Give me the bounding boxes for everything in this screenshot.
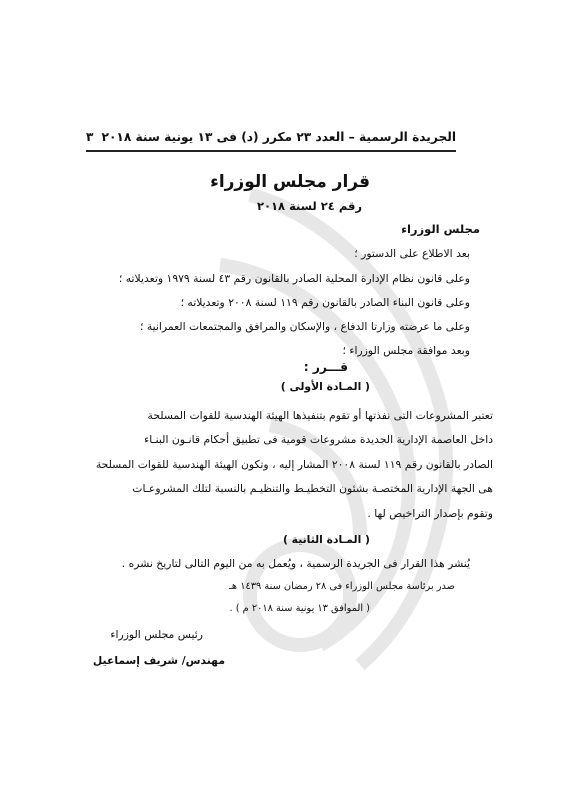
article-1-line: هى الجهة الإدارية المختصـة بشئون التخطيـط والتنظيـم بالنسبة لتلك المشروعـات <box>132 482 493 495</box>
article-1-line: الصادر بالقانون رقم ١١٩ لسنة ٢٠٠٨ المشار إليه ، وتكون الهيئة الهندسية للقوات المسلحة <box>95 458 493 471</box>
preamble-line: وعلى ما عرضته وزارتا الدفاع ، والإسكان والمرافق والمجتمعات العمرانية ؛ <box>139 320 470 333</box>
decided-label: قـــرر : <box>303 360 348 374</box>
header-divider <box>86 150 456 152</box>
issued-line: صدر برئاسة مجلس الوزراء فى ٢٨ رمضان سنة ١٤٣٩ هـ <box>229 581 455 592</box>
preamble-line: وعلى قانون البناء الصادر بالقانون رقم ١١٩ لسنة ٢٠٠٨ وتعديلاته ؛ <box>180 296 470 309</box>
article-2-text: يُنشر هذا القرار فى الجريدة الرسمية ، ويُعمل به من اليوم التالى لتاريخ نشره . <box>121 557 470 570</box>
preamble-line: وبعد موافقة مجلس الوزراء ؛ <box>342 344 470 357</box>
signature-name: مهندس/ شريف إسماعيل <box>92 654 225 667</box>
decree-number: رقم ٢٤ لسنة ٢٠١٨ <box>256 199 362 213</box>
article-1-heading: ( المـادة الأولى ) <box>280 380 370 393</box>
preamble-line: بعد الاطلاع على الدستور ؛ <box>354 247 470 260</box>
signature-role: رئيس مجلس الوزراء <box>110 628 203 641</box>
article-2-heading: ( المـادة الثانية ) <box>282 533 370 546</box>
gazette-header <box>86 130 456 144</box>
article-1-line: وتقوم بإصدار التراخيص لها . <box>367 507 493 520</box>
article-1-line: تعتبر المشروعات التى نفذتها أو تقوم بتنفيذها الهيئة الهندسية للقوات المسلحة <box>147 409 493 422</box>
preamble-line: وعلى قانون نظام الإدارة المحلية الصادر بالقانون رقم ٤٣ لسنة ١٩٧٩ وتعديلاته ؛ <box>118 272 470 285</box>
header-text: الجريدة الرسمية – العدد ٢٣ مكرر (د) فى ١٣ يونية سنة ٢٠١٨ <box>101 130 456 144</box>
page-number: ٣ <box>86 130 94 144</box>
issued-date-line: ( الموافق ١٣ يونية سنة ٢٠١٨ م ) . <box>229 603 370 614</box>
article-1-line: داخل العاصمة الإدارية الجديدة مشروعات قومية فى تطبيق أحكام قانـون البنـاء <box>144 433 493 446</box>
decree-title: قرار مجلس الوزراء <box>210 172 370 192</box>
council-label: مجلس الوزراء <box>401 222 480 236</box>
